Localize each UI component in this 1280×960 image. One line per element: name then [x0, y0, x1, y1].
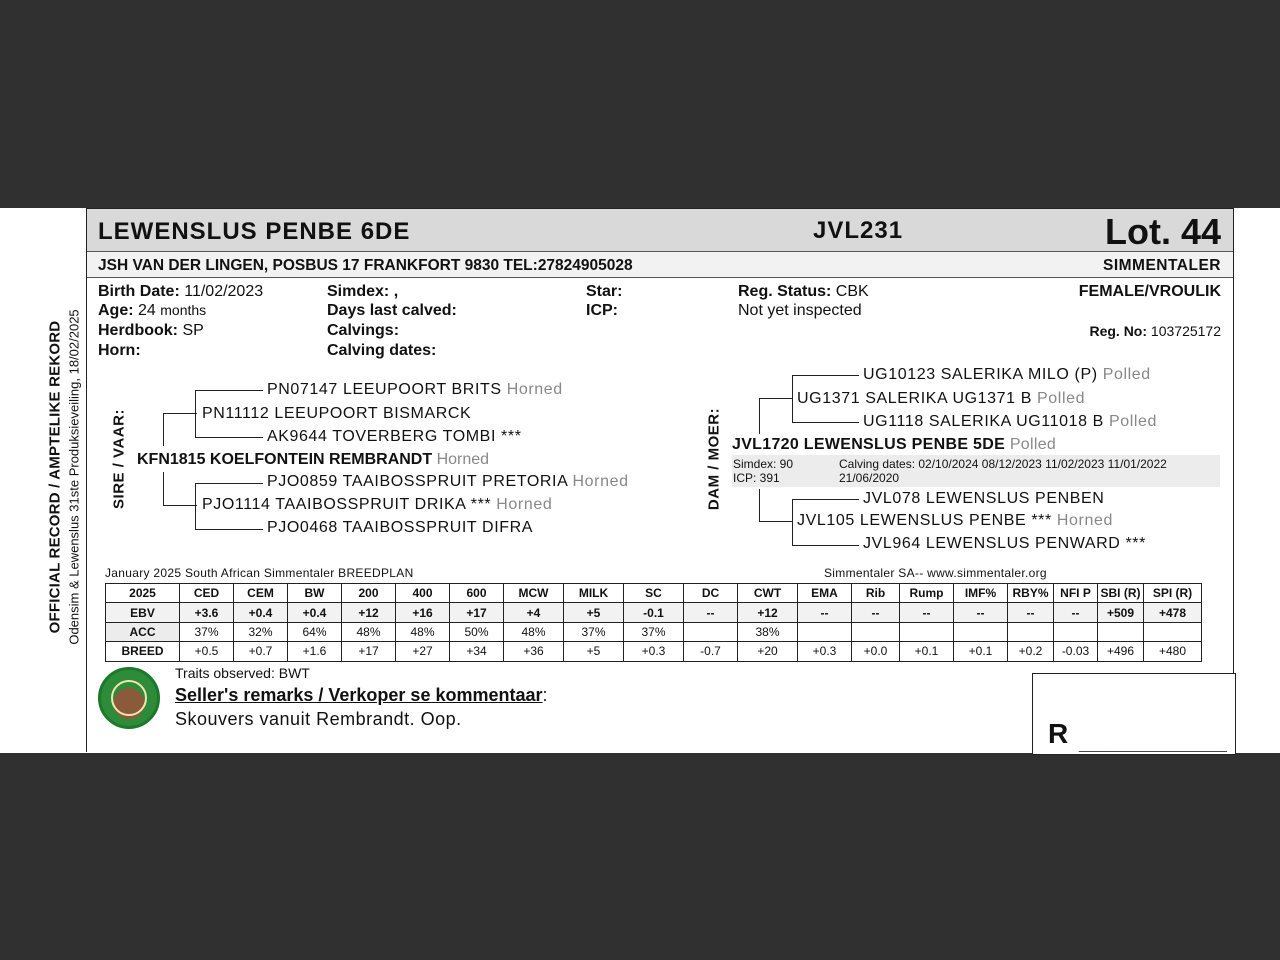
ebv-cell: 400: [396, 584, 450, 603]
dam: JVL1720 LEWENSLUS PENBE 5DE Polled: [732, 436, 1057, 453]
ebv-cell: +0.1: [900, 642, 954, 661]
ebv-cell: [1144, 622, 1202, 641]
horn: Horn:: [98, 342, 141, 359]
ebv-cell: 32%: [234, 622, 288, 641]
pedigree-line: [759, 398, 793, 399]
pedigree-line: [759, 398, 760, 434]
ebv-cell: 37%: [564, 622, 624, 641]
ebv-cell: +17: [342, 642, 396, 661]
pedigree-line: [792, 422, 859, 423]
ebv-cell: +1.6: [288, 642, 342, 661]
pedigree-line: [163, 472, 164, 506]
ebv-cell: Rib: [852, 584, 900, 603]
ebv-cell: +12: [738, 603, 798, 622]
remarks-heading: Seller's remarks / Verkoper se kommentaar:: [175, 685, 548, 705]
ebv-cell: 200: [342, 584, 396, 603]
ebv-cell: ACC: [106, 622, 180, 641]
ebv-cell: --: [684, 603, 738, 622]
ebv-cell: -0.1: [624, 603, 684, 622]
ebv-cell: SC: [624, 584, 684, 603]
sire: KFN1815 KOELFONTEIN REMBRANDT Horned: [137, 451, 490, 468]
calving-dates: Calving dates:: [327, 342, 437, 359]
ebv-cell: CEM: [234, 584, 288, 603]
icp: ICP:: [586, 302, 618, 319]
ebv-cell: +16: [396, 603, 450, 622]
ebv-cell: +36: [504, 642, 564, 661]
sire-sire-sire: PN07147 LEEUPOORT BRITS Horned: [267, 381, 563, 398]
animal-name: LEWENSLUS PENBE 6DE: [98, 218, 411, 245]
ebv-row-acc: [106, 622, 1202, 641]
ebv-cell: --: [852, 603, 900, 622]
price-currency: R: [1048, 718, 1069, 749]
pedigree-line: [163, 413, 197, 414]
ebv-cell: +0.4: [288, 603, 342, 622]
ebv-cell: +0.3: [798, 642, 852, 661]
dam-sire-dam: UG1118 SALERIKA UG11018 B Polled: [863, 413, 1158, 430]
dam-dam-sire: JVL078 LEWENSLUS PENBEN: [863, 490, 1105, 507]
ebv-cell: +0.4: [234, 603, 288, 622]
ebv-cell: --: [798, 603, 852, 622]
ebv-row-ebv: [106, 603, 1202, 622]
dam-sire-sire: UG10123 SALERIKA MILO (P) Polled: [863, 366, 1151, 383]
ebv-cell: +509: [1098, 603, 1144, 622]
ebv-cell: +0.5: [180, 642, 234, 661]
ebv-cell: +5: [564, 603, 624, 622]
pedigree-line: [792, 499, 793, 545]
ebv-cell: --: [954, 603, 1008, 622]
ebv-cell: [852, 622, 900, 641]
ebv-cell: -0.7: [684, 642, 738, 661]
pedigree-line: [792, 545, 859, 546]
simmentaler-logo: [98, 667, 160, 729]
pedigree-line: [195, 483, 196, 529]
ebv-cell: [798, 622, 852, 641]
lot-card: LEWENSLUS PENBE 6DE JVL231 Lot. 44 JSH VAN DER LINGEN, POSBUS 17 FRANKFORT 9830 TEL:27824905028 SIMMENTALER Birth Date: 11/02/2023 Age: 24 months Herdbook: SP Horn: Simdex: , Days last calved: Calvings: Calving dates: Star: ICP: Reg. Status: CBK Not yet inspected FEMALE/VROULIK Reg. No: 103725172 SIRE / VAAR: PN07147 LEEUPOORT BRITS Horned PN11112 LEEUPOORT BISMARCK AK9644 TOVERBERG TOMBI *** KFN1815 KOELFONTEIN REMBRANDT Horned PJO0859 TAAIBOSSPRUIT PRETORIA Horned PJO1114 TAAIBOSSPRUIT DRIKA *** Horned PJO0468 TAAIBOSSPRUIT DIFRA DAM / MOER: UG10123 SALERIKA MILO (P) Polled UG1371 SALERIKA UG1371 B Polled UG1118 SALERIKA UG11018 B Polled JVL1720 LEWENSLUS PENBE 5DE Polled Simdex: 90 ICP: 391 Calving dates: 02/10/2024 08/12/2023 11/02/2023 11/01/2022 21/06/2020 JVL078 LEWENSLUS PENBEN JVL105 LEWENSLUS PENBE *** Horned JVL964 LEWENSLUS PENWARD *** January 2025 South African Simmentaler BREEDPLAN Simmentaler SA-- www.simmentaler.org 2025 CED CEM BW 200 400 600 MCW MILK SC DC CWT EMA Rib Rump IMF% RBY% NFI P SBI (R) SPI (R) EBV +3.6 +0.4 +0.4 +12 +16 +17 +4 +5 -0.1 -- +12 -- -- -- -- -- -- +509 +478 ACC 37% 32% 64% 48% 48% 50% 48% 37% 37% 38% BREED +0.5 +0.7 +1.6 +17 +27 +34 +36 +5 +0.3 -0.7 +20 +0.3 +0.0 +0.1 +0.1 +0.2 -0.03 +496 +480 Traits observed: BWT Seller's remarks / Verkoper se kommentaar: Skouvers vanuit Rembrandt. Oop. R ___________________: [86, 208, 1234, 752]
ebv-cell: 48%: [396, 622, 450, 641]
ebv-cell: DC: [684, 584, 738, 603]
ebv-row-breed: [106, 642, 1202, 661]
ebv-cell: +478: [1144, 603, 1202, 622]
sex: FEMALE/VROULIK: [1078, 283, 1221, 300]
reg-no: Reg. No: 103725172: [1089, 323, 1221, 339]
dam-dam: JVL105 LEWENSLUS PENBE *** Horned: [797, 512, 1113, 529]
ebv-cell: +480: [1144, 642, 1202, 661]
sire-dam-sire: PJO0859 TAAIBOSSPRUIT PRETORIA Horned: [267, 473, 629, 490]
pedigree-line: [792, 499, 859, 500]
ebv-cell: 50%: [450, 622, 504, 641]
pedigree-line: [163, 413, 164, 446]
ebv-cell: +0.3: [624, 642, 684, 661]
ebv-cell: +0.2: [1008, 642, 1054, 661]
owner-info: JSH VAN DER LINGEN, POSBUS 17 FRANKFORT 9830 TEL:27824905028: [98, 257, 633, 274]
breedplan-source: January 2025 South African Simmentaler BREEDPLAN: [105, 566, 414, 580]
ebv-cell: --: [1054, 603, 1098, 622]
ebv-cell: +12: [342, 603, 396, 622]
remarks-text: Skouvers vanuit Rembrandt. Oop.: [175, 709, 462, 729]
herdbook: Herdbook: SP: [98, 322, 204, 339]
ebv-cell: +496: [1098, 642, 1144, 661]
ebv-cell: +0.0: [852, 642, 900, 661]
dam-dam-dam: JVL964 LEWENSLUS PENWARD ***: [863, 535, 1146, 552]
star: Star:: [586, 283, 623, 300]
ebv-cell: MCW: [504, 584, 564, 603]
ebv-cell: --: [900, 603, 954, 622]
ebv-cell: +5: [564, 642, 624, 661]
ebv-cell: BW: [288, 584, 342, 603]
ebv-cell: --: [1008, 603, 1054, 622]
sire-sire-dam: AK9644 TOVERBERG TOMBI ***: [267, 428, 522, 445]
days-last-calved: Days last calved:: [327, 302, 457, 319]
ebv-cell: RBY%: [1008, 584, 1054, 603]
ebv-cell: 38%: [738, 622, 798, 641]
ebv-cell: [1098, 622, 1144, 641]
reg-status: Reg. Status: CBK: [738, 283, 869, 300]
ebv-cell: 2025: [106, 584, 180, 603]
ebv-cell: CWT: [738, 584, 798, 603]
pedigree-line: [195, 390, 263, 391]
ebv-cell: EMA: [798, 584, 852, 603]
ebv-cell: +27: [396, 642, 450, 661]
ebv-row-headers: [106, 584, 1202, 603]
pedigree-line: [759, 489, 760, 521]
ebv-table: [105, 583, 1202, 662]
ebv-cell: +20: [738, 642, 798, 661]
ebv-cell: 37%: [180, 622, 234, 641]
ebv-cell: NFI P: [1054, 584, 1098, 603]
sire-dam: PJO1114 TAAIBOSSPRUIT DRIKA *** Horned: [202, 496, 553, 513]
ebv-cell: 37%: [624, 622, 684, 641]
ebv-cell: +4: [504, 603, 564, 622]
pedigree-line: [195, 437, 263, 438]
ebv-cell: SBI (R): [1098, 584, 1144, 603]
pedigree-line: [792, 375, 859, 376]
ebv-cell: 64%: [288, 622, 342, 641]
ebv-cell: +0.1: [954, 642, 1008, 661]
pedigree-line: [195, 483, 263, 484]
dam-icp: ICP: 391: [733, 471, 780, 485]
price-box: [1032, 673, 1236, 755]
traits-observed: Traits observed: BWT: [175, 665, 310, 681]
ebv-cell: +34: [450, 642, 504, 661]
owner-bar: [87, 252, 1233, 278]
pedigree-line: [759, 521, 793, 522]
breedplan-site: Simmentaler SA-- www.simmentaler.org: [824, 566, 1047, 580]
ebv-cell: [1008, 622, 1054, 641]
ebv-cell: SPI (R): [1144, 584, 1202, 603]
card-header: [87, 209, 1233, 252]
ebv-cell: +3.6: [180, 603, 234, 622]
ebv-cell: +0.7: [234, 642, 288, 661]
ebv-cell: 48%: [504, 622, 564, 641]
animal-code: JVL231: [813, 217, 904, 244]
ebv-cell: CED: [180, 584, 234, 603]
dam-simdex: Simdex: 90: [733, 457, 794, 471]
ebv-cell: [954, 622, 1008, 641]
ebv-cell: Rump: [900, 584, 954, 603]
sire-sire: PN11112 LEEUPOORT BISMARCK: [202, 405, 472, 422]
dam-info-box: [732, 455, 1220, 487]
ebv-cell: EBV: [106, 603, 180, 622]
birth-date: Birth Date: 11/02/2023: [98, 283, 264, 300]
inspection-status: Not yet inspected: [738, 302, 862, 319]
pedigree-line: [195, 529, 263, 530]
sire-dam-dam: PJO0468 TAAIBOSSPRUIT DIFRA: [267, 519, 534, 536]
ebv-cell: MILK: [564, 584, 624, 603]
simdex: Simdex: ,: [327, 283, 399, 300]
ebv-cell: [684, 622, 738, 641]
ebv-cell: [1054, 622, 1098, 641]
lot-number: Lot. 44: [1104, 211, 1221, 252]
ebv-cell: +17: [450, 603, 504, 622]
ebv-cell: 48%: [342, 622, 396, 641]
ebv-cell: [900, 622, 954, 641]
dam-sire: UG1371 SALERIKA UG1371 B Polled: [797, 390, 1086, 407]
ebv-cell: 600: [450, 584, 504, 603]
ebv-cell: BREED: [106, 642, 180, 661]
breed-name: SIMMENTALER: [1102, 257, 1221, 274]
calvings: Calvings:: [327, 322, 400, 339]
age: Age: 24 months: [98, 302, 207, 319]
dam-calving-dates-2: 21/06/2020: [839, 471, 900, 485]
dam-calving-dates: Calving dates: 02/10/2024 08/12/2023 11/02/2023 11/01/2022: [839, 457, 1167, 471]
pedigree-line: [163, 505, 197, 506]
ebv-cell: -0.03: [1054, 642, 1098, 661]
price-line: ___________________: [1079, 736, 1227, 752]
ebv-cell: IMF%: [954, 584, 1008, 603]
